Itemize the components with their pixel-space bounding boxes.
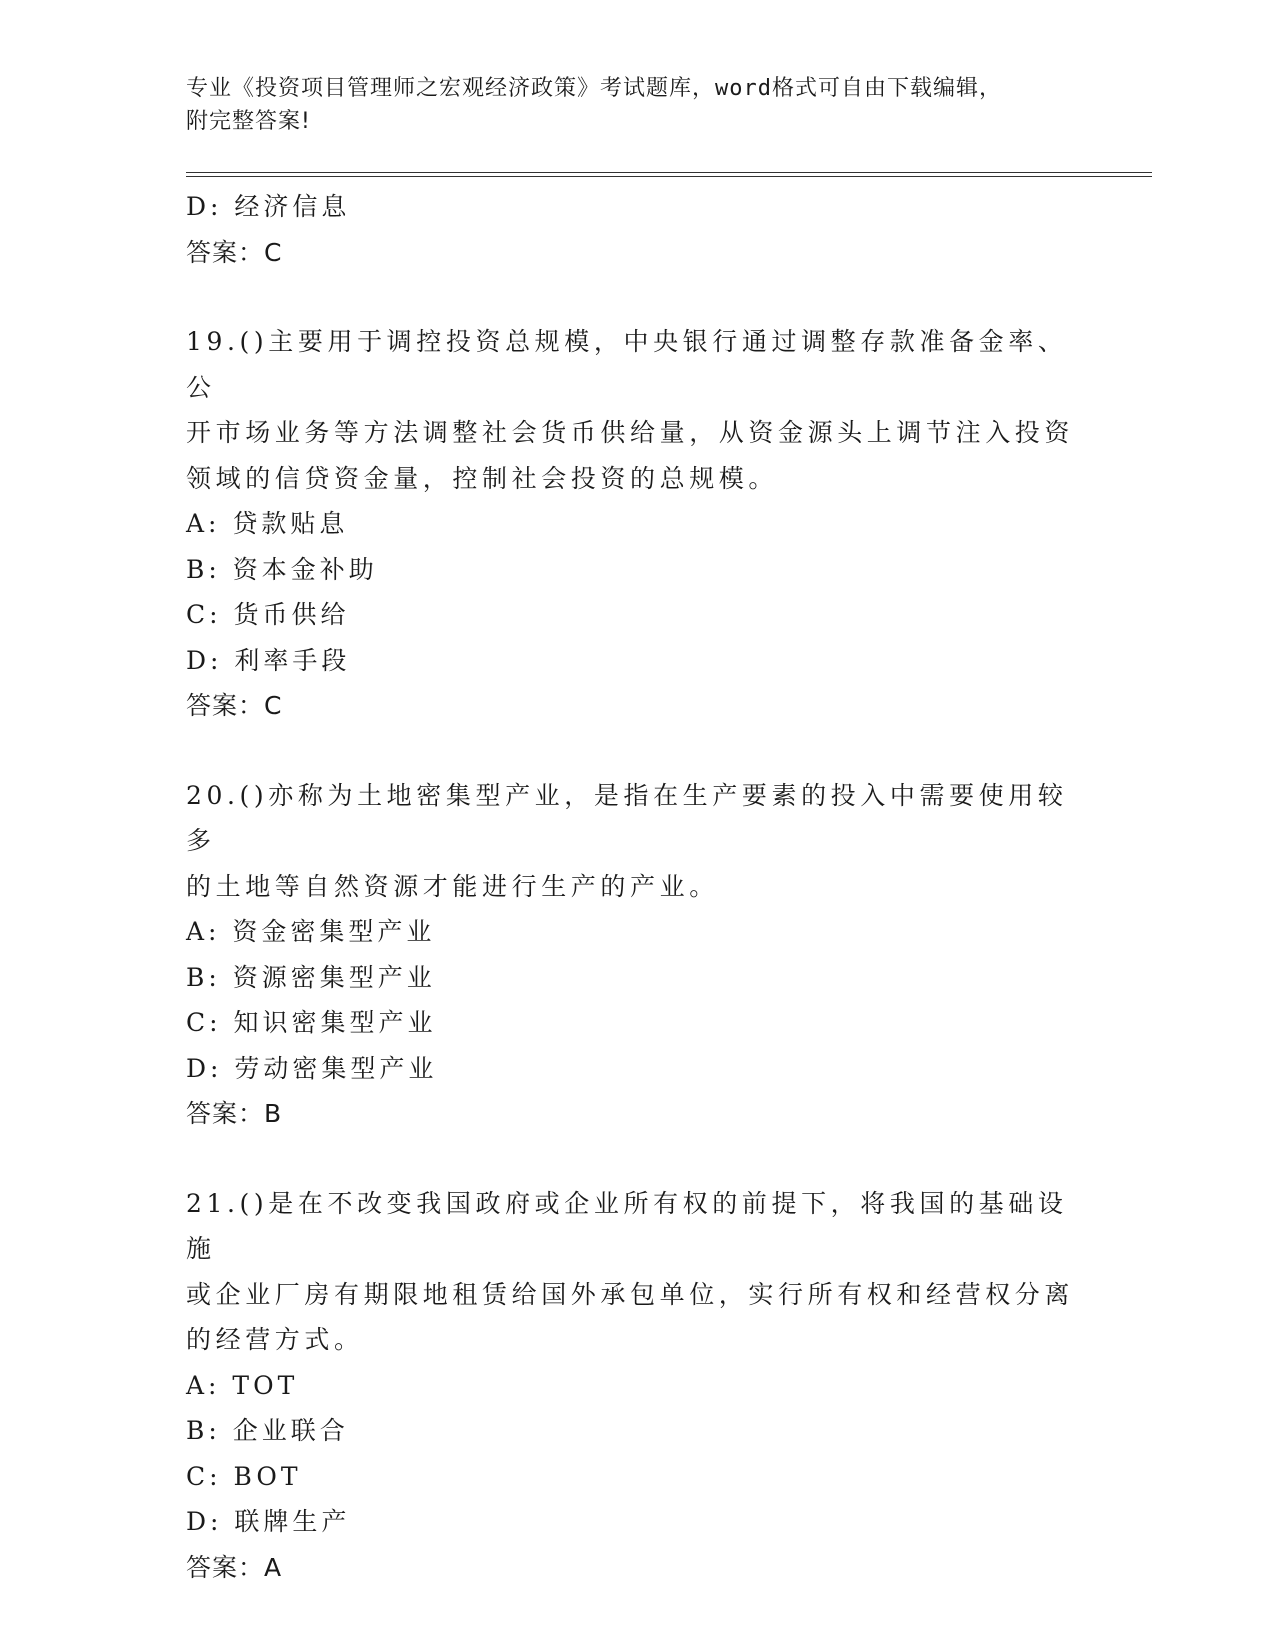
question-text-line: 21.()是在不改变我国政府或企业所有权的前提下，将我国的基础设施 xyxy=(186,1188,1068,1263)
previous-question-tail xyxy=(186,184,1086,275)
question-19 xyxy=(186,319,1086,729)
option-c: C: 知识密集型产业 xyxy=(186,1008,437,1037)
question-text-line: 19.()主要用于调控投资总规模，中央银行通过调整存款准备金率、公 xyxy=(186,327,1068,402)
option-d: D: 经济信息 xyxy=(186,192,351,221)
question-text-line: 的土地等自然资源才能进行生产的产业。 xyxy=(186,871,719,901)
question-text-line: 领域的信贷资金量，控制社会投资的总规模。 xyxy=(186,463,779,493)
option-a: A: 资金密集型产业 xyxy=(186,917,436,946)
option-d: D: 联牌生产 xyxy=(186,1507,351,1536)
answer-line: 答案：C xyxy=(186,691,283,720)
option-c: C: 货币供给 xyxy=(186,600,350,629)
answer-line: 答案：C xyxy=(186,237,283,267)
question-text xyxy=(186,773,1086,910)
question-text-line: 的经营方式。 xyxy=(186,1325,364,1354)
question-21 xyxy=(186,1181,1086,1591)
header-line-1: 专业《投资项目管理师之宏观经济政策》考试题库，word格式可自由下载编辑， xyxy=(186,76,1003,101)
question-20 xyxy=(186,773,1086,1137)
question-text xyxy=(186,1181,1086,1363)
option-a: A: 贷款贴息 xyxy=(186,509,349,538)
answer-line: 答案：B xyxy=(186,1099,283,1128)
question-text xyxy=(186,319,1086,501)
option-d: D: 劳动密集型产业 xyxy=(186,1053,438,1083)
question-text-line: 开市场业务等方法调整社会货币供给量，从资金源头上调节注入投资 xyxy=(186,418,1075,447)
option-b: B: 企业联合 xyxy=(186,1416,349,1445)
option-b: B: 资源密集型产业 xyxy=(186,962,436,992)
option-b: B: 资本金补助 xyxy=(186,554,378,584)
option-a: A: TOT xyxy=(186,1370,299,1400)
question-text-line: 20.()亦称为土地密集型产业，是指在生产要素的投入中需要使用较多 xyxy=(186,780,1068,855)
header-divider-top xyxy=(186,172,1152,173)
question-list xyxy=(186,184,1086,1590)
option-d: D: 利率手段 xyxy=(186,645,351,675)
option-c: C: BOT xyxy=(186,1461,302,1491)
header-divider-bottom xyxy=(186,176,1152,177)
answer-line: 答案：A xyxy=(186,1552,283,1582)
question-text-line: 或企业厂房有期限地租赁给国外承包单位，实行所有权和经营权分离 xyxy=(186,1279,1075,1309)
document-header xyxy=(186,72,1086,138)
header-line-2: 附完整答案! xyxy=(186,109,311,134)
